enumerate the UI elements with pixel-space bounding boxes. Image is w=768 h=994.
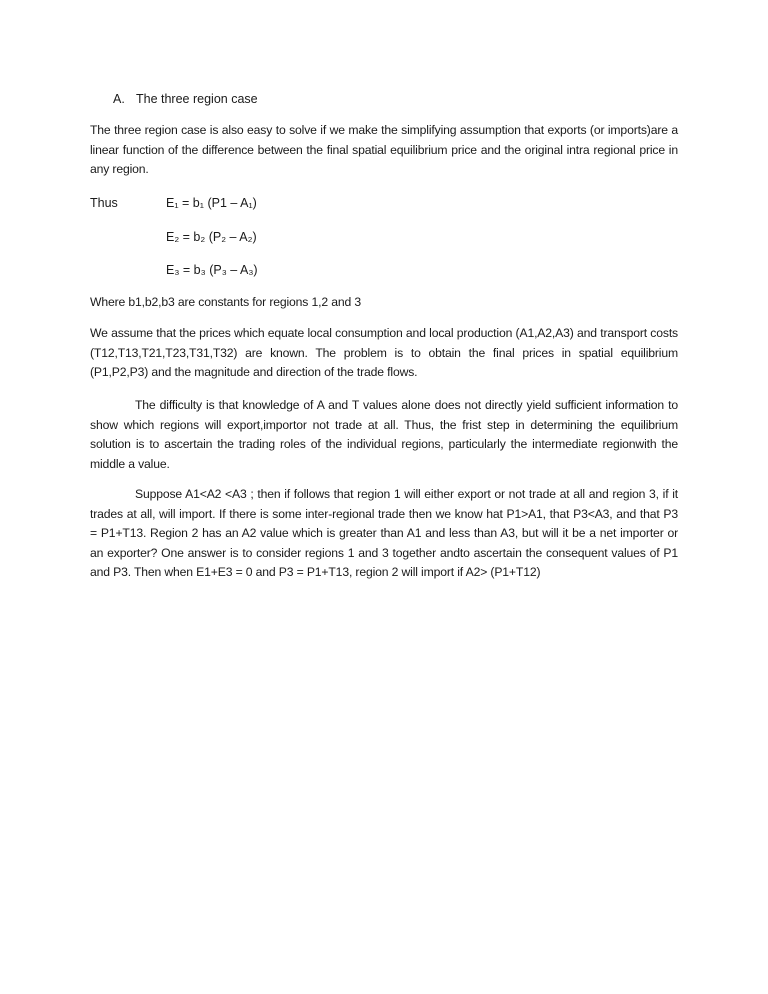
- section-heading: [113, 90, 258, 108]
- paragraph-intro: The three region case is also easy to solve if we make the simplifying assumption that exports (or imports)are a linear function of the difference between the final spatial equilibrium price and the original intra regional price in any region.: [90, 123, 678, 177]
- equations-label: Thus: [90, 196, 118, 210]
- equation-1: E₁ = b₁ (P1 – A₁): [166, 196, 257, 210]
- section-marker: A.: [113, 92, 125, 106]
- equation-2: E₂ = b₂ (P₂ – A₂): [166, 230, 257, 244]
- equation-3: E₃ = b₃ (P₃ – A₃): [166, 263, 258, 277]
- paragraph-assumption: We assume that the prices which equate local consumption and local production (A1,A2,A3) and transport costs (T12,T13,T21,T23,T31,T32) are known. The problem is to obtain the final prices in spatial equilibrium (P1,P2,P3) and the magnitude and direction of the trade flows.: [90, 326, 678, 380]
- paragraph-constants: Where b1,b2,b3 are constants for regions 1,2 and 3: [90, 295, 361, 309]
- paragraph-difficulty: The difficulty is that knowledge of A and T values alone does not directly yield sufficient information to show which regions will export,importor not trade at all. Thus, the frist step in determining the equilibrium solution is to ascertain the trading roles of the individual regions, particularly the intermediate regionwith the middle a value.: [90, 398, 678, 471]
- section-title: The three region case: [136, 92, 258, 106]
- paragraph-suppose: Suppose A1<A2 <A3 ; then if follows that region 1 will either export or not trade at all and region 3, if it trades at all, will import. If there is some inter-regional trade then we know hat P1>A1, that P3<A3, and that P3 = P1+T13. Region 2 has an A2 value which is greater than A1 and less than A3, but will it be a net importer or an exporter? One answer is to consider regions 1 and 3 together andto ascertain the consequent values of P1 and P3. Then when E1+E3 = 0 and P3 = P1+T13, region 2 will import if A2> (P1+T12): [90, 487, 678, 580]
